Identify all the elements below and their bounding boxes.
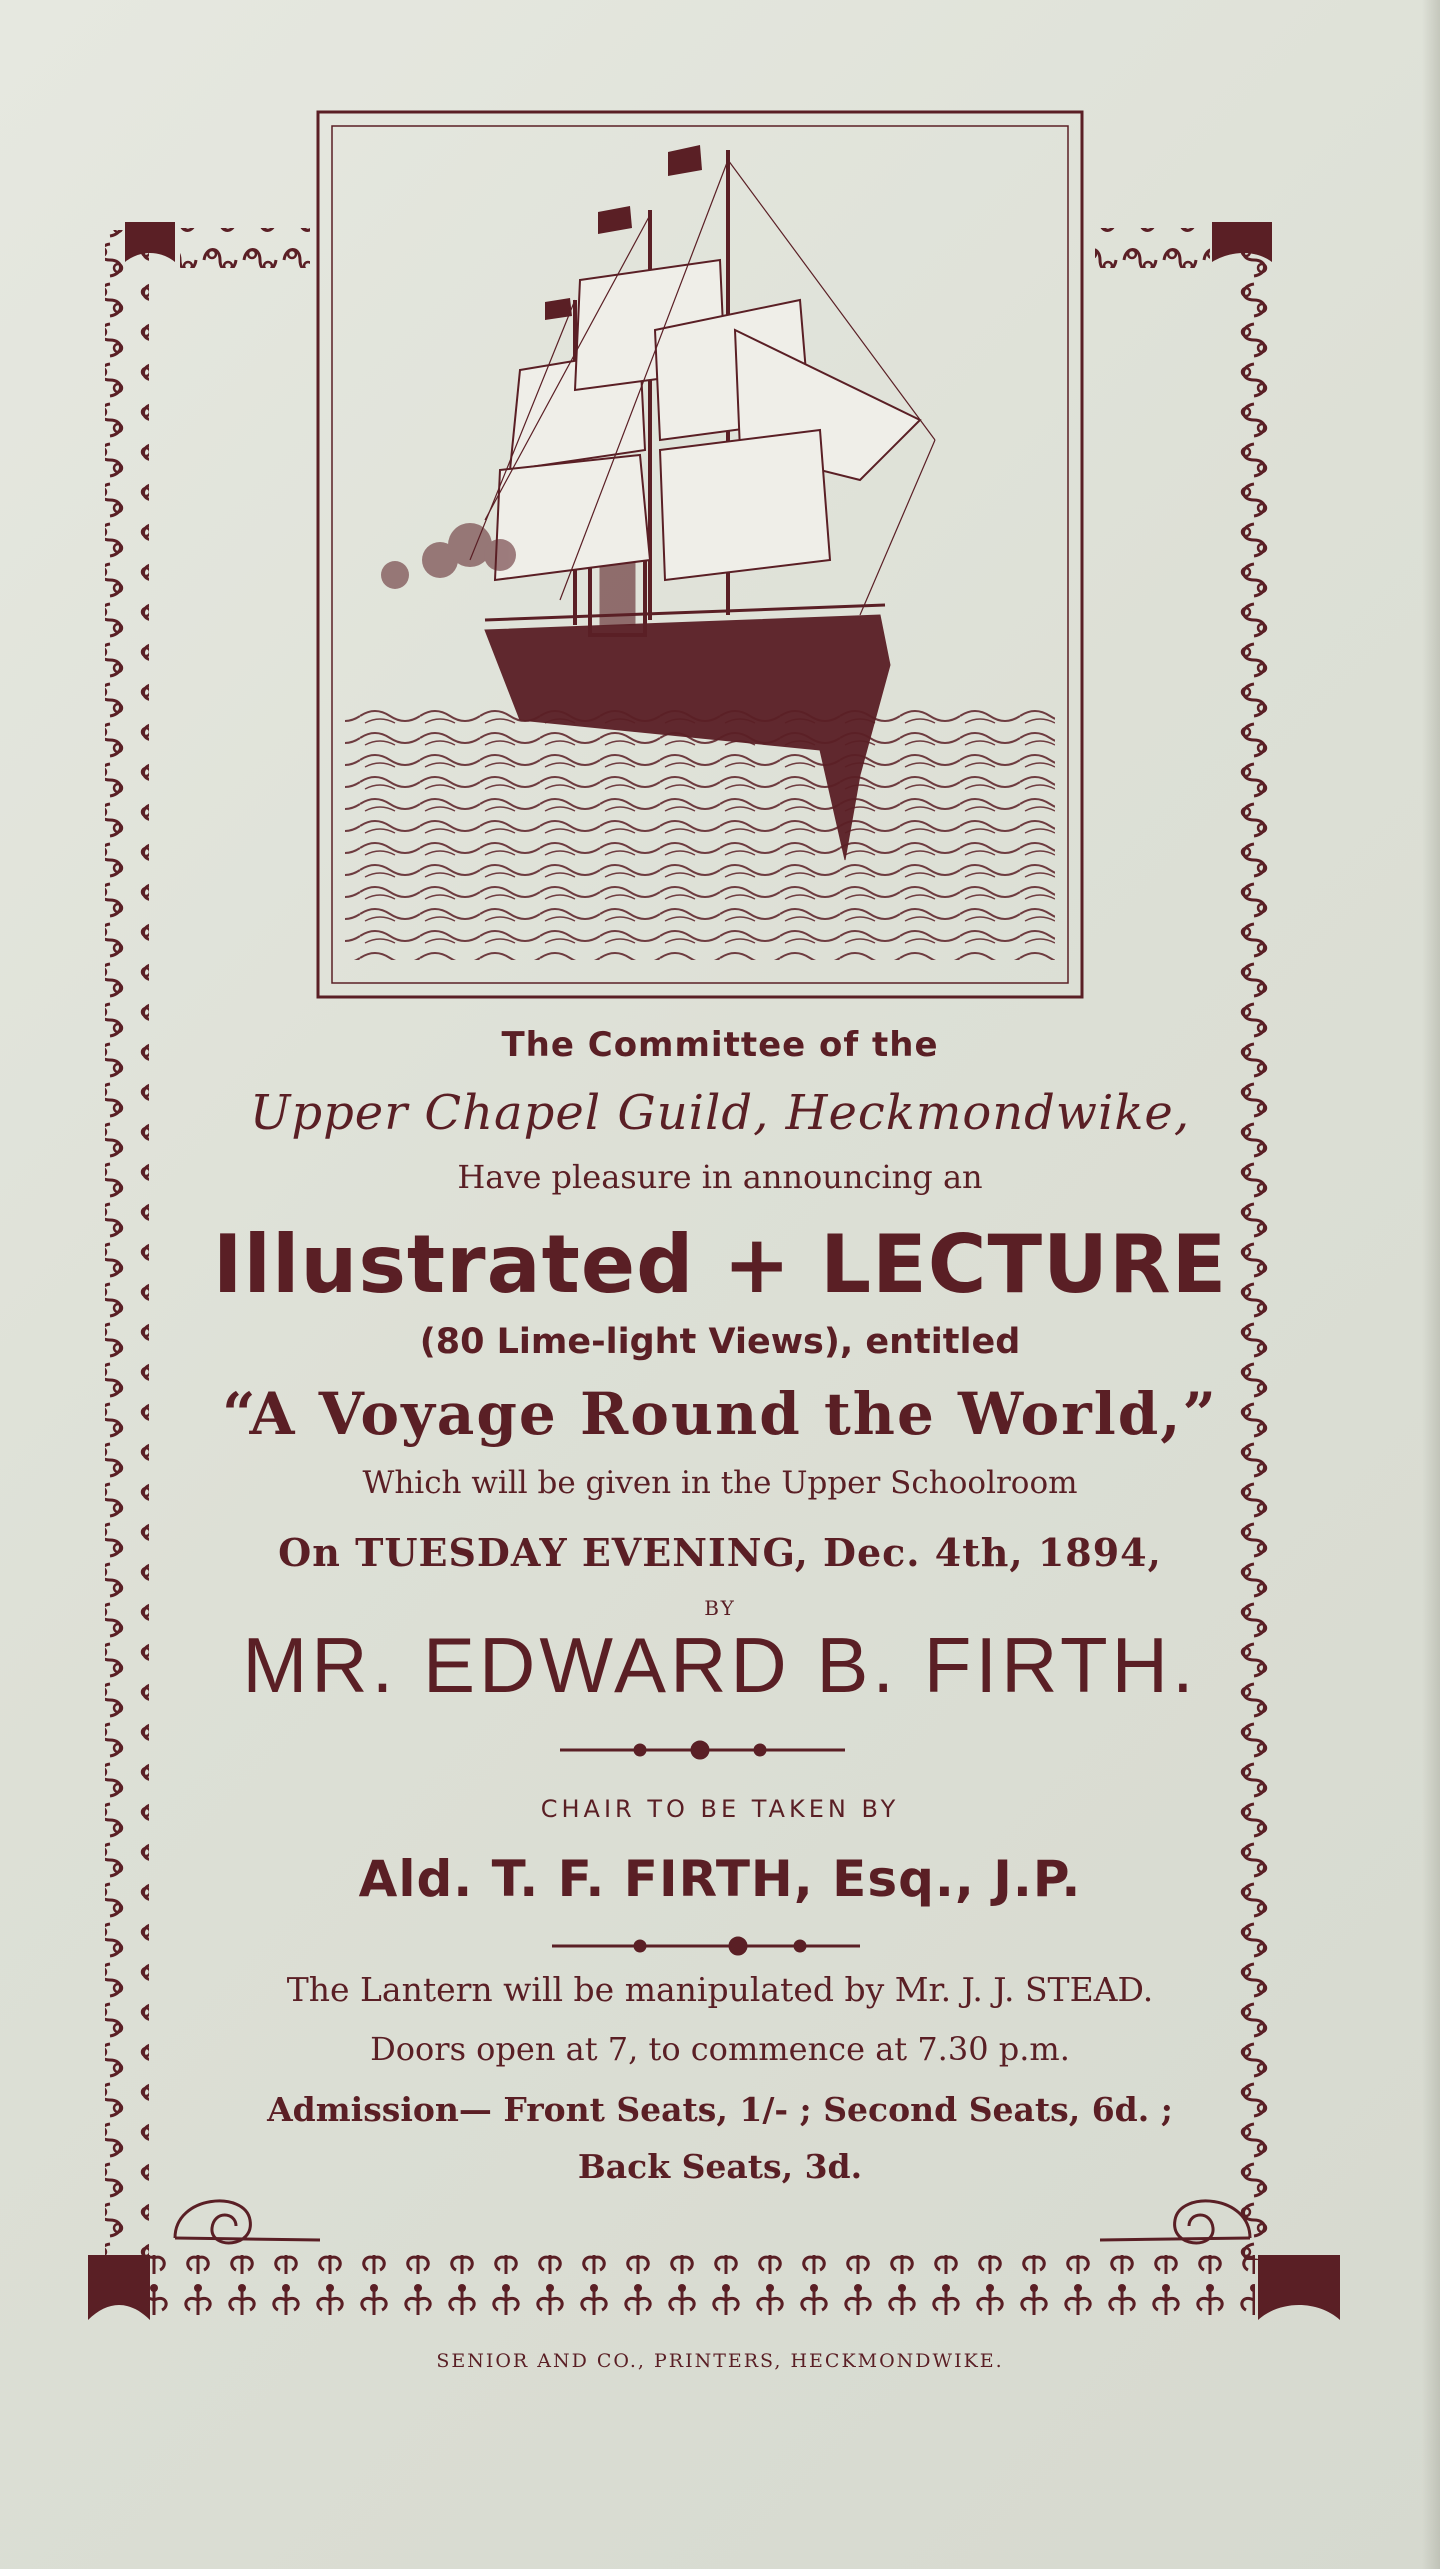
back-seats-line: Back Seats, 3d. — [577, 2147, 863, 2186]
doors-line: Doors open at 7, to commence at 7.30 p.m. — [370, 2030, 1070, 2068]
by-label: BY — [704, 1596, 736, 1620]
admission-line: Admission— Front Seats, 1/- ; Second Seats, 6d. ; — [267, 2090, 1173, 2129]
views-line: (80 Lime-light Views), entitled — [419, 1322, 1021, 1362]
committee-line: The Committee of the — [501, 1025, 939, 1065]
lecture-title: “A Voyage Round the World,” — [222, 1380, 1218, 1448]
printer-imprint: SENIOR AND CO., PRINTERS, HECKMONDWIKE. — [436, 2350, 1004, 2372]
lecture-heading: Illustrated + LECTURE — [212, 1218, 1228, 1311]
chair-name: Ald. T. F. FIRTH, Esq., J.P. — [358, 1850, 1082, 1908]
venue-line: Which will be given in the Upper Schoolroom — [362, 1465, 1078, 1501]
lecturer-name: MR. EDWARD B. FIRTH. — [242, 1621, 1198, 1709]
lantern-line: The Lantern will be manipulated by Mr. J. J. STEAD. — [286, 1970, 1154, 2009]
guild-name: Upper Chapel Guild, Heckmondwike, — [249, 1085, 1191, 1141]
announce-line: Have pleasure in announcing an — [457, 1158, 983, 1196]
chair-label: CHAIR TO BE TAKEN BY — [540, 1795, 900, 1823]
date-line: On TUESDAY EVENING, Dec. 4th, 1894, — [278, 1530, 1162, 1575]
